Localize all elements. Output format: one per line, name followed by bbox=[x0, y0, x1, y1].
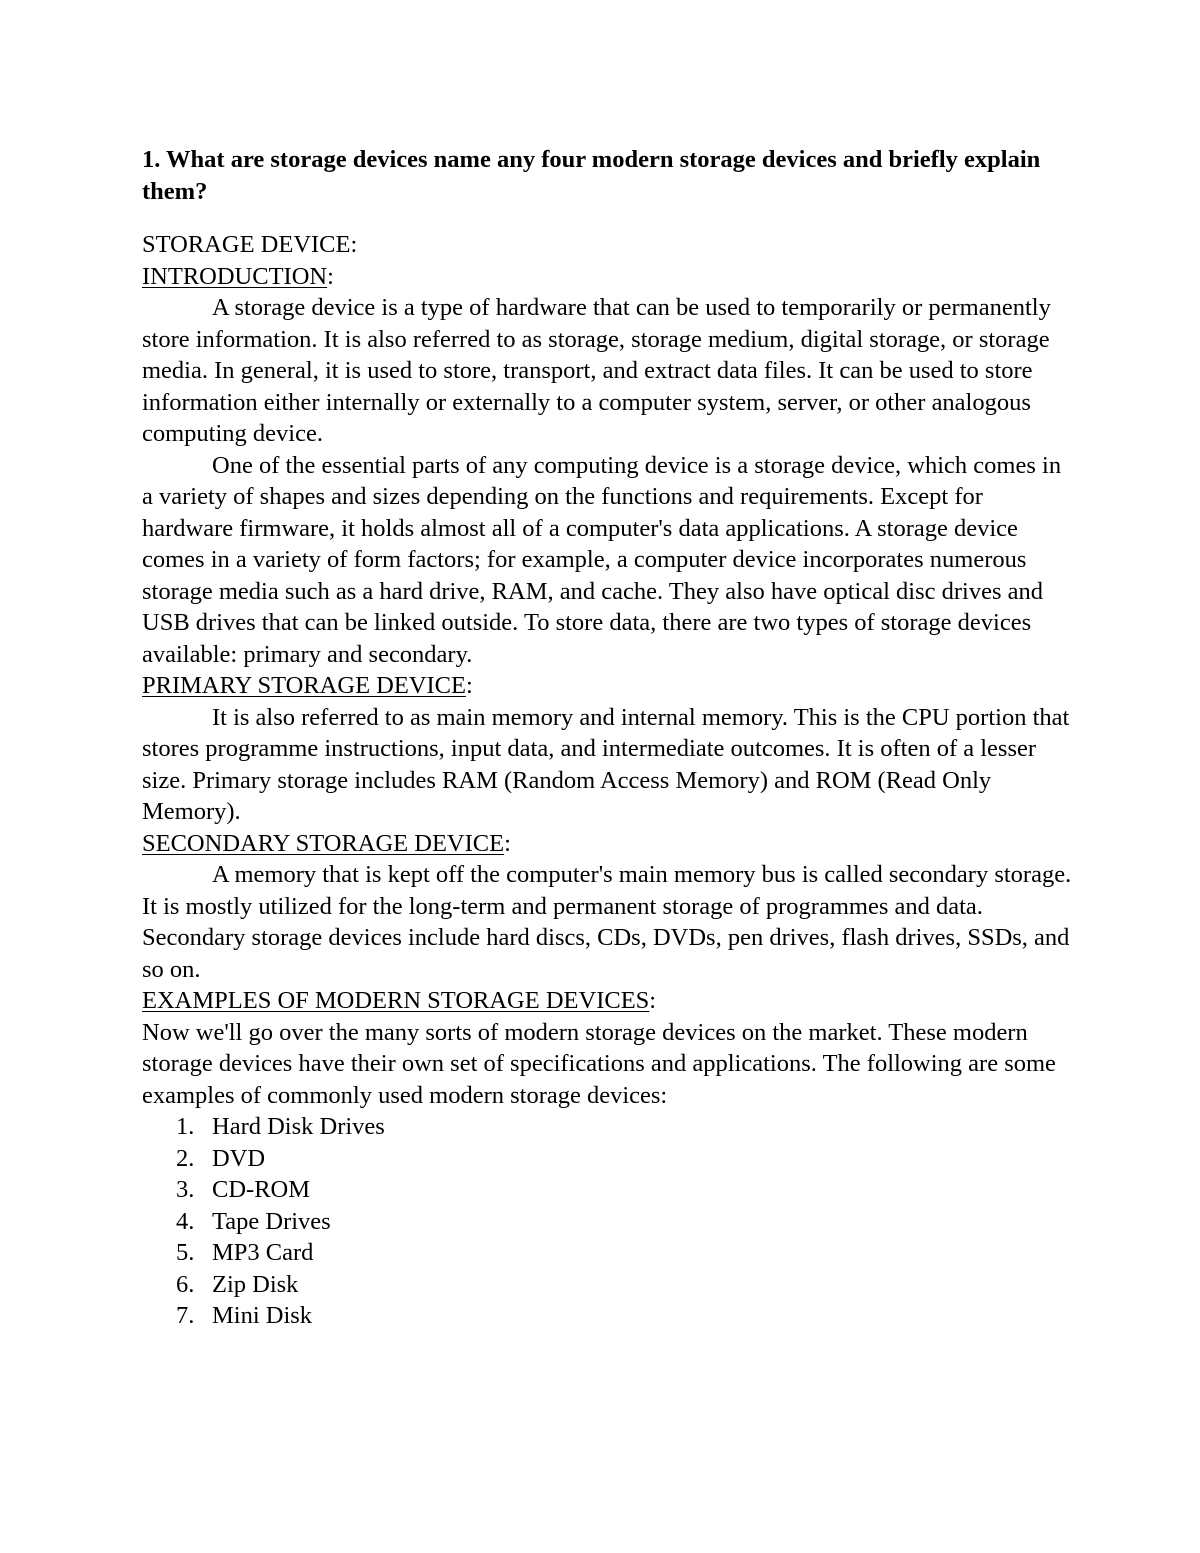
list-item-label: Hard Disk Drives bbox=[212, 1113, 385, 1140]
list-item-label: Zip Disk bbox=[212, 1270, 299, 1298]
list-item-number: 3. bbox=[176, 1176, 195, 1203]
primary-storage-heading bbox=[142, 670, 1072, 702]
introduction-paragraph-2: One of the essential parts of any computing device is a storage device, which comes in a variety of shapes and sizes depending on the functions and requirements. Except for hardware firmware, it holds almost all of a computer's data applications. A storage device comes in a variety of form factors; for example, a computer device incorporates numerous storage media such as a hard drive, RAM, and cache. They also have optical disc drives and USB drives that can be linked outside. To store data, there are two types of storage devices available: primary and secondary. bbox=[142, 451, 1062, 668]
secondary-storage-colon: : bbox=[504, 829, 511, 857]
list-item-label: Tape Drives bbox=[212, 1207, 331, 1235]
examples-heading bbox=[142, 985, 1072, 1017]
list-item bbox=[142, 1269, 1072, 1301]
list-item bbox=[142, 1300, 1072, 1332]
secondary-storage-title: SECONDARY STORAGE DEVICE bbox=[142, 829, 505, 857]
list-item-label: MP3 Card bbox=[212, 1239, 314, 1266]
primary-storage-title: PRIMARY STORAGE DEVICE bbox=[142, 672, 466, 699]
document-page bbox=[142, 144, 1072, 1332]
primary-storage-colon: : bbox=[465, 672, 473, 699]
storage-device-list bbox=[142, 1111, 1072, 1332]
list-item-number: 4. bbox=[176, 1207, 195, 1235]
examples-intro: Now we'll go over the many sorts of modern storage devices on the market. These modern storage devices have their own set of specifications and applications. The following are some examples of commonly used modern storage devices: bbox=[142, 1018, 1056, 1109]
list-item-number: 1. bbox=[176, 1113, 195, 1140]
list-item bbox=[142, 1206, 1072, 1238]
list-item-number: 7. bbox=[176, 1302, 195, 1329]
introduction-paragraph-1: A storage device is a type of hardware that can be used to temporarily or permanently store information. It is also referred to as storage, storage medium, digital storage, or storage media. In general, it is used to store, transport, and extract data files. It can be used to store information either internally or externally to a computer system, server, or other analogous computing device. bbox=[142, 294, 1051, 447]
introduction-title: INTRODUCTION bbox=[142, 262, 328, 290]
storage-device-heading: STORAGE DEVICE: bbox=[142, 231, 358, 258]
introduction-colon: : bbox=[327, 262, 334, 290]
list-item bbox=[142, 1143, 1072, 1175]
list-item-number: 2. bbox=[176, 1144, 195, 1172]
secondary-storage-heading bbox=[142, 828, 1072, 860]
list-item-number: 5. bbox=[176, 1239, 195, 1266]
list-item-number: 6. bbox=[176, 1270, 195, 1298]
examples-colon: : bbox=[649, 987, 657, 1014]
question-heading: 1. What are storage devices name any four modern storage devices and briefly explain them? bbox=[142, 146, 1041, 205]
list-item bbox=[142, 1111, 1072, 1143]
introduction-heading bbox=[142, 261, 1072, 293]
primary-storage-paragraph: It is also referred to as main memory and internal memory. This is the CPU portion that stores programme instructions, input data, and intermediate outcomes. It is often of a lesser size. Primary storage includes RAM (Random Access Memory) and ROM (Read Only Memory). bbox=[142, 703, 1070, 825]
list-item bbox=[142, 1237, 1072, 1269]
list-item-label: Mini Disk bbox=[212, 1302, 313, 1329]
secondary-storage-paragraph: A memory that is kept off the computer's main memory bus is called secondary storage. It is mostly utilized for the long-term and permanent storage of programmes and data. Secondary storage devices include hard discs, CDs, DVDs, pen drives, flash drives, SSDs, and so on. bbox=[142, 861, 1072, 983]
examples-title: EXAMPLES OF MODERN STORAGE DEVICES bbox=[142, 987, 650, 1014]
list-item bbox=[142, 1174, 1072, 1206]
list-item-label: DVD bbox=[212, 1144, 266, 1172]
list-item-label: CD-ROM bbox=[212, 1176, 311, 1203]
